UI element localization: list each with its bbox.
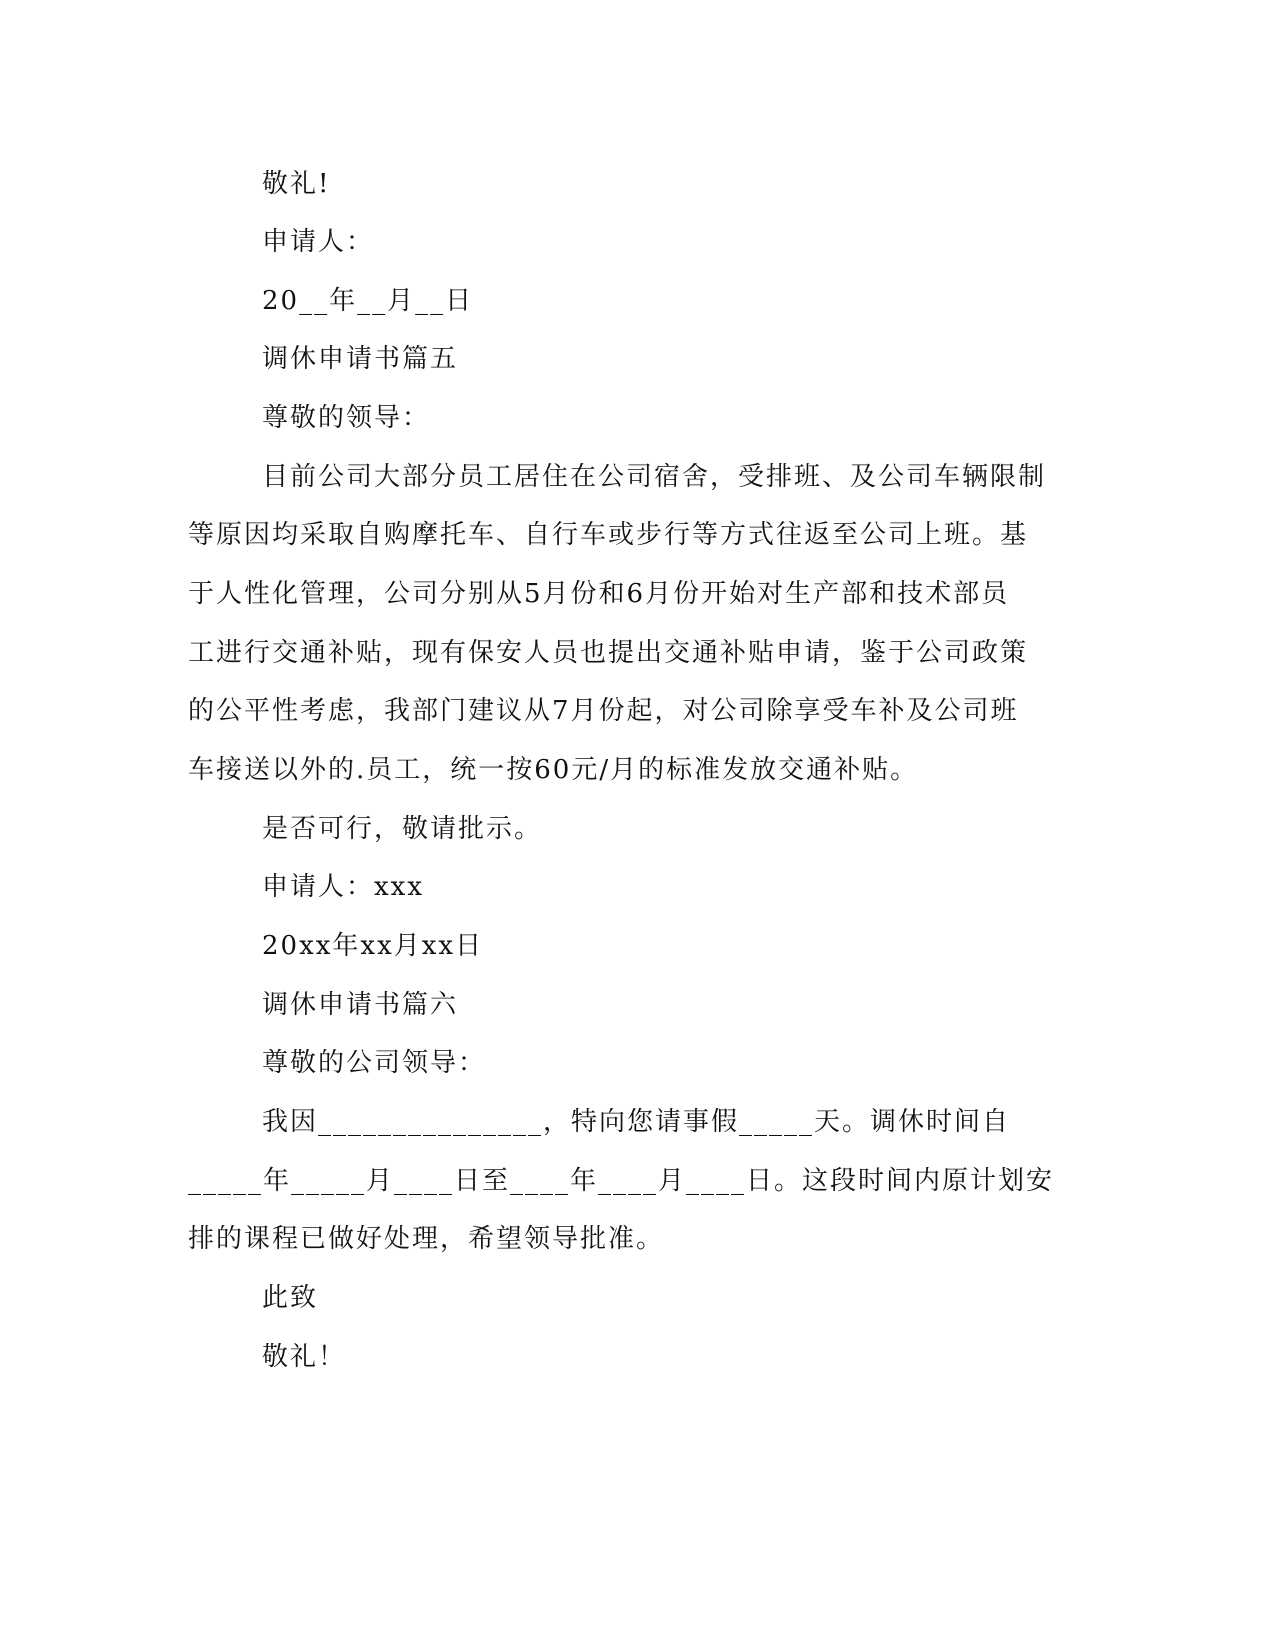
applicant-label-1: 申请人： — [262, 227, 375, 257]
closing-salute-1: 敬礼! — [262, 169, 331, 199]
body-paragraph-line-2: 等原因均采取自购摩托车、自行车或步行等方式往返至公司上班。基 — [188, 520, 1029, 550]
date-line-1: 20__年__月__日 — [262, 286, 474, 316]
body-paragraph-line-3: 于人性化管理，公司分别从5月份和6月份开始对生产部和技术部员 — [188, 579, 1010, 609]
request-approval: 是否可行，敬请批示。 — [262, 814, 543, 844]
leave-paragraph-line-2: _____年_____月____日至____年____月____日。这段时间内原计划安 — [188, 1166, 1055, 1196]
salutation-1: 尊敬的领导： — [262, 403, 431, 433]
section-title-5: 调休申请书篇五 — [262, 344, 459, 374]
leave-paragraph-line-3: 排的课程已做好处理，希望领导批准。 — [188, 1224, 665, 1254]
date-line-2: 20xx年xx月xx日 — [262, 931, 484, 961]
leave-paragraph-line-1: 我因_______________，特向您请事假_____天。调休时间自 — [262, 1107, 1011, 1137]
body-paragraph-line-1: 目前公司大部分员工居住在公司宿舍，受排班、及公司车辆限制 — [262, 462, 1047, 492]
body-paragraph-line-5: 的公平性考虑，我部门建议从7月份起，对公司除享受车补及公司班 — [188, 696, 1019, 726]
closing-phrase: 此致 — [262, 1283, 319, 1313]
salutation-2: 尊敬的公司领导： — [262, 1048, 487, 1078]
closing-salute-2: 敬礼！ — [262, 1342, 347, 1372]
body-paragraph-line-4: 工进行交通补贴，现有保安人员也提出交通补贴申请，鉴于公司政策 — [188, 638, 1029, 668]
body-paragraph-line-6: 车接送以外的.员工，统一按60元/月的标准发放交通补贴。 — [188, 755, 919, 785]
section-title-6: 调休申请书篇六 — [262, 990, 459, 1020]
applicant-label-2: 申请人：xxx — [262, 872, 424, 902]
